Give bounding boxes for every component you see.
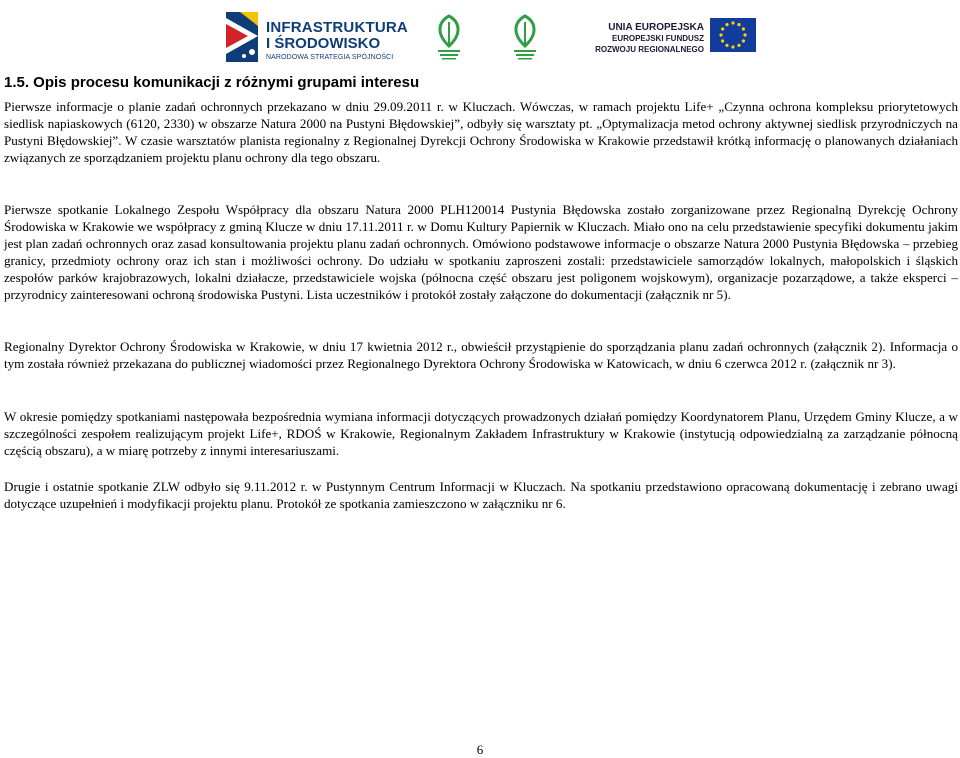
eu-logo-line1: UNIA EUROPEJSKA <box>608 22 704 33</box>
header-logos <box>222 6 742 68</box>
eu-logo-line3: ROZWOJU REGIONALNEGO <box>595 45 704 54</box>
page-number: 6 <box>476 742 484 757</box>
paragraph-5: Drugie i ostatnie spotkanie ZLW odbyło się 9.11.2012 r. w Pustynnym Centrum Informacji w Kluczach. Na spotkaniu przedstawiono opracowaną dokumentację i zebrano uwagi dotyczące uzupełnień i modyfikacji projektu planu. Protokół ze spotkania zamieszczono w załączniku nr 6. <box>4 479 958 511</box>
green-leaf-logo-1-icon <box>432 14 466 60</box>
section-title: 1.5. Opis procesu komunikacji z różnymi grupami interesu <box>4 74 420 91</box>
eu-fund-logo-text <box>582 22 704 55</box>
eu-flag-icon <box>710 18 756 52</box>
paragraph-2: Pierwsze spotkanie Lokalnego Zespołu Współpracy dla obszaru Natura 2000 PLH120014 Pustynia Błędowska zostało zorganizowane przez Regionalną Dyrekcję Ochrony Środowiska w Krakowie we współpracy z gminą Klucze w dniu 17.11.2011 r. w Domu Kultury Papiernik w Kluczach. Miało ono na celu przedstawienie specyfiki dokumentu jakim jest plan zadań ochronnych oraz zasad konsultowania projektu planu zadań ochronnych. Omówiono podstawowe informacje o obszarze Natura 2000 Pustynia Błędowska – przebieg granicy, przedmioty ochrony oraz ich stan i możliwości ochrony. Do udziału w spotkaniu zaproszeni zostali: przedstawiciele samorządów lokalnych, małopolskich i śląskich zespołów parków krajobrazowych, lokalni działacze, przedstawiciele wojska (północna część obszaru jest poligonem wojskowym), organizacje pozarządowe, a także eksperci – przyrodnicy zainteresowani ochroną środowiska Pustyni. Lista uczestników i protokół zostały załączone do dokumentacji (załącznik nr 5). <box>4 202 958 302</box>
document-body <box>4 98 958 166</box>
paragraph-3: Regionalny Dyrektor Ochrony Środowiska w Krakowie, w dniu 17 kwietnia 2012 r., obwieścił przystąpienie do sporządzania planu zadań ochronnych (załącznik 2). Informacja o tym została również przekazana do publicznej wiadomości przez Regionalnego Dyrektora Ochrony Środowiska w Katowicach, w dniu 6 czerwca 2012 r. (załącznik nr 3). <box>4 339 958 371</box>
infrastruktura-logo <box>222 6 412 68</box>
infrastruktura-emblem-icon <box>222 8 262 66</box>
green-leaf-logo-2-icon <box>508 14 542 60</box>
paragraph-1: Pierwsze informacje o planie zadań ochronnych przekazano w dniu 29.09.2011 r. w Kluczach. Wówczas, w ramach projektu Life+ „Czynna ochrona kompleksu priorytetowych siedlisk napiaskowych (6120, 2330) w obszarze Natura 2000 na Pustyni Błędowskiej”, odbyły się warsztaty pt. „Optymalizacja metod ochrony aktywnej siedlisk przyrodniczych na Pustyni Błędowskiej”. W czasie warsztatów planista regionalny z Regionalnej Dyrekcji Ochrony Środowiska w Krakowie przedstawił krótką informację o planowanych działaniach związanych ze sporządzaniem projektu planu ochrony dla tego obszaru. <box>4 99 958 165</box>
infrastruktura-logo-line3: NARODOWA STRATEGIA SPÓJNOŚCI <box>266 54 394 61</box>
eu-logo-line2: EUROPEJSKI FUNDUSZ <box>611 34 704 43</box>
infrastruktura-logo-line2: I ŚRODOWISKO <box>266 35 381 52</box>
paragraph-4: W okresie pomiędzy spotkaniami następowała bezpośrednia wymiana informacji dotyczących prowadzonych działań pomiędzy Koordynatorem Planu, Urzędem Gminy Klucze, a w szczególności zespołem realizującym projekt Life+, RDOŚ w Krakowie, Regionalnym Zakładem Infrastruktury w Krakowie (instytucją odpowiedzialną za zarządzanie północną częścią obszaru), a w miarę potrzeby z innymi interesariuszami. <box>4 409 958 458</box>
infrastruktura-logo-line1: INFRASTRUKTURA <box>266 19 408 36</box>
